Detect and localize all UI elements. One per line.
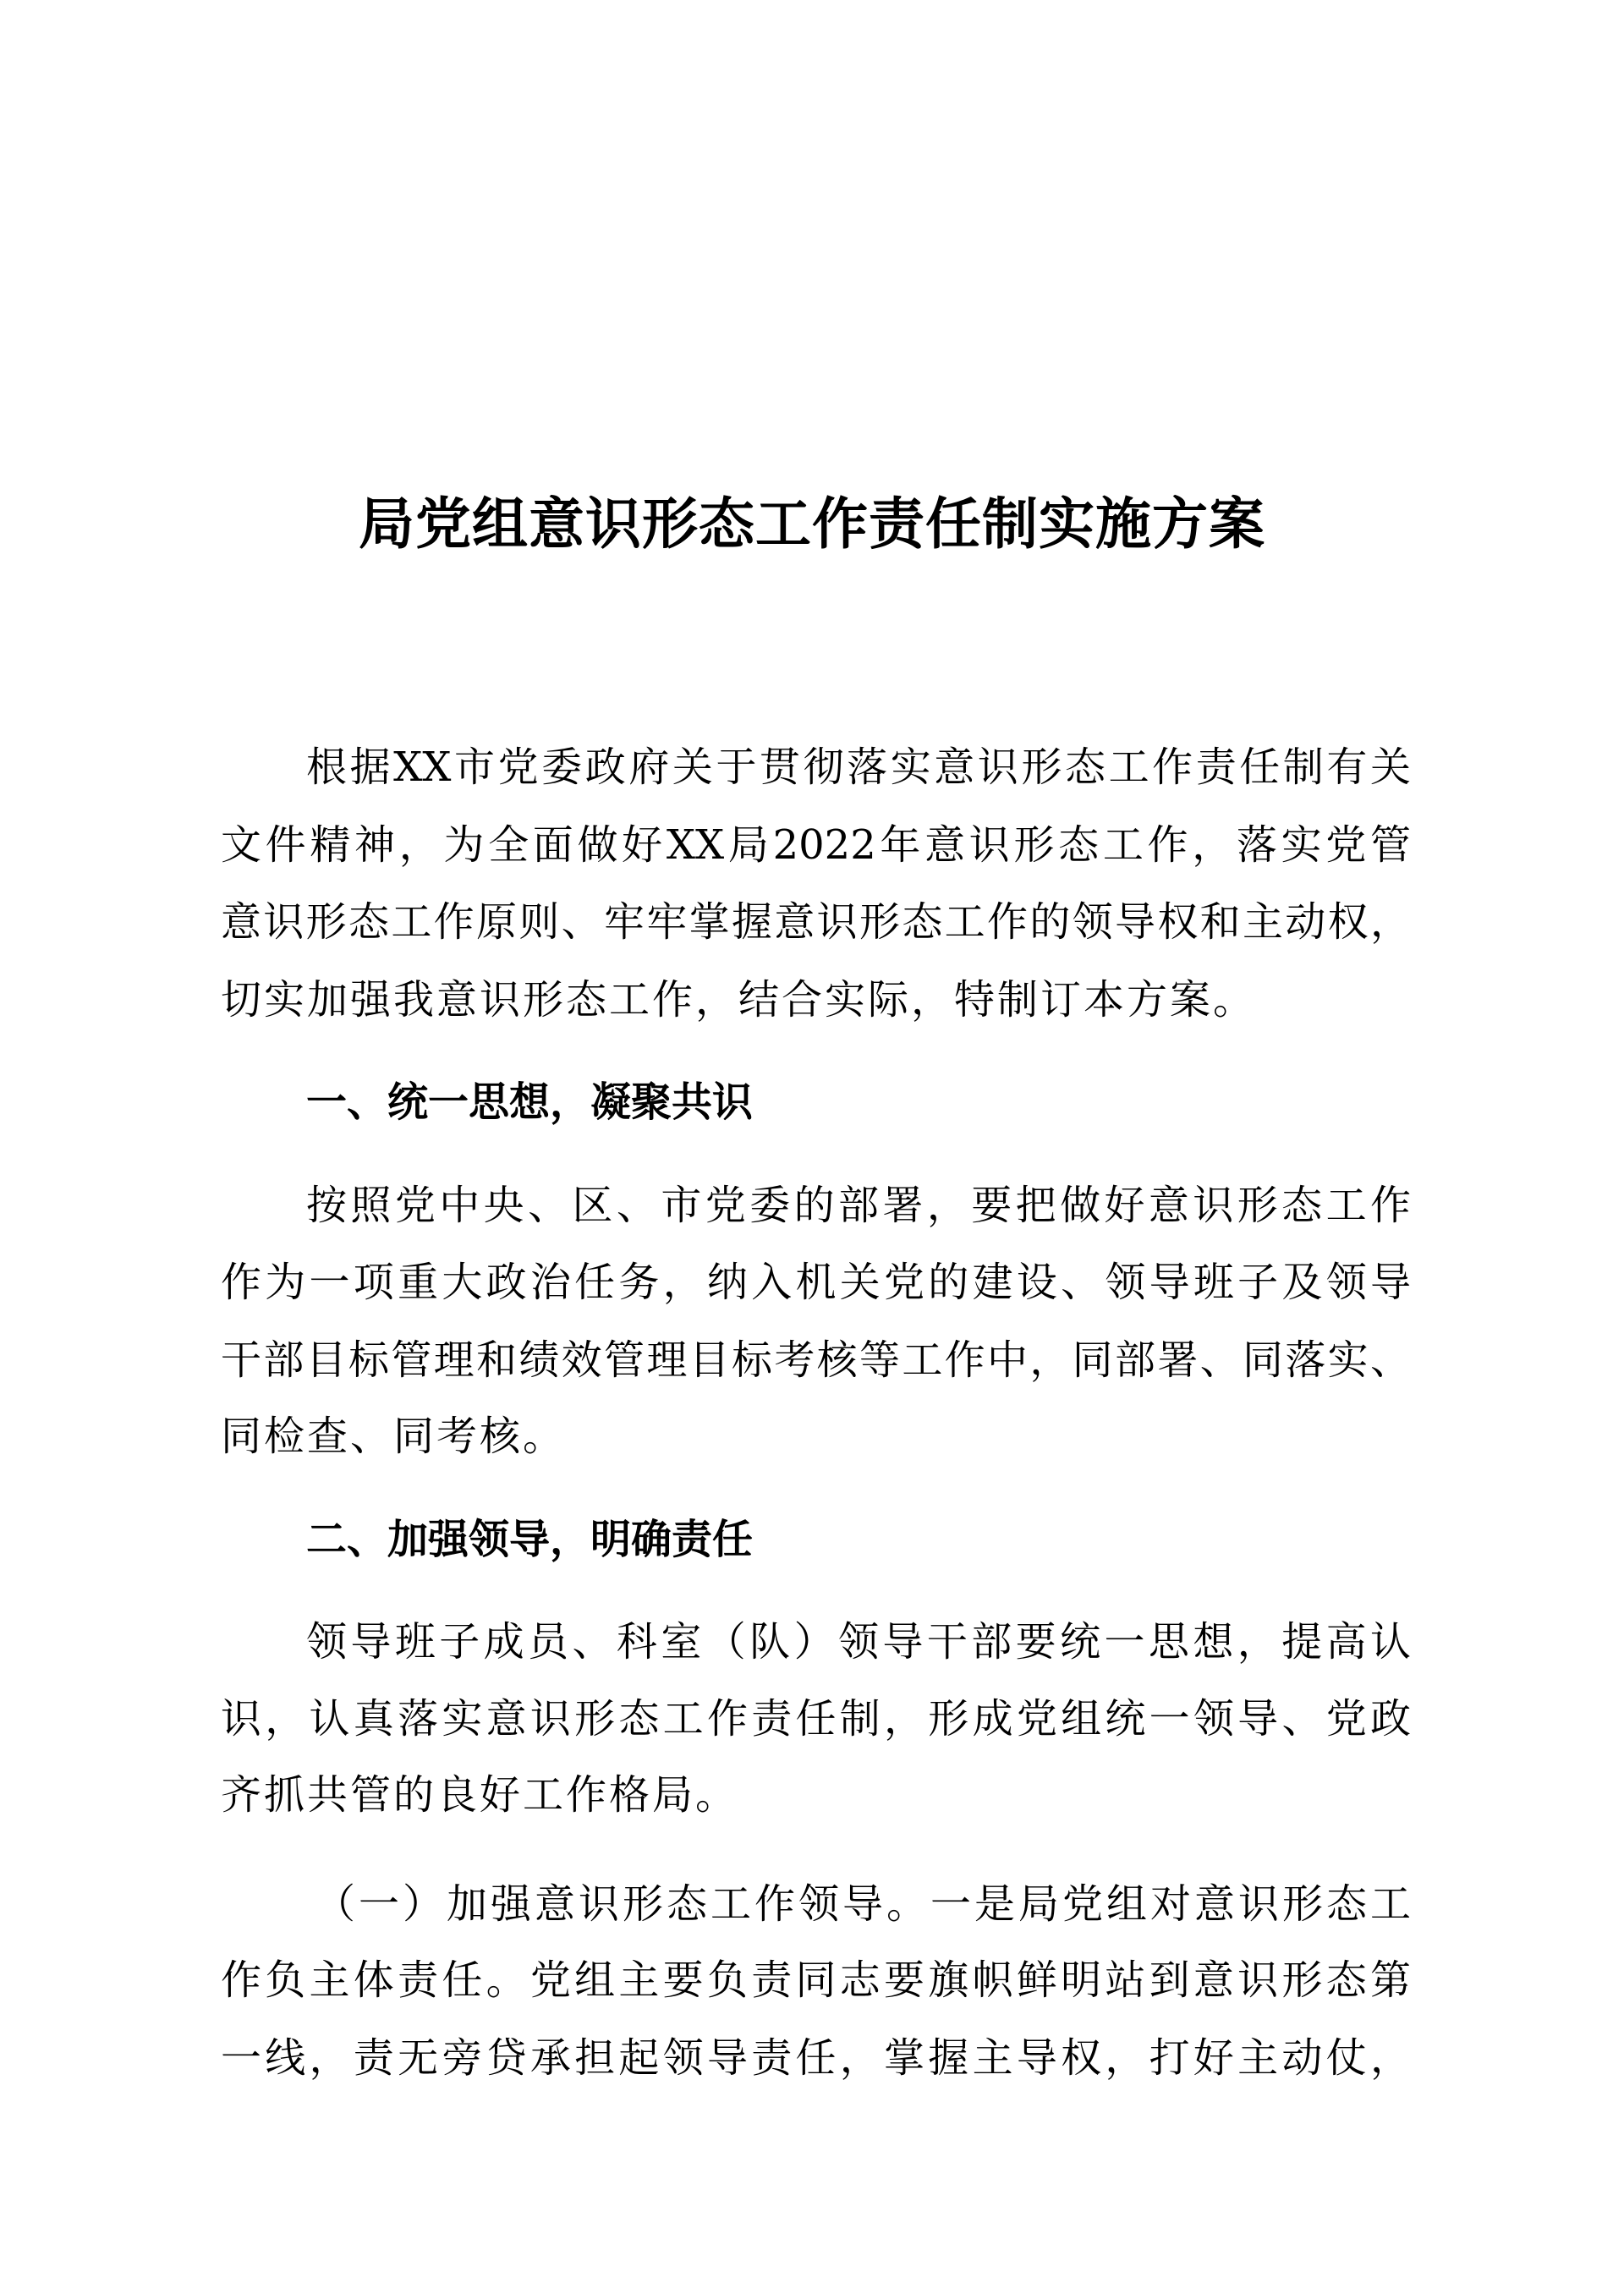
paragraph-1-line: 意识形态工作原则、牢牢掌握意识形态工作的领导权和主动权， xyxy=(221,898,1411,946)
paragraph-3-line: 识，认真落实意识形态工作责任制，形成党组统一领导、党政 xyxy=(221,1695,1411,1742)
paragraph-4-line: （一）加强意识形态工作领导。一是局党组对意识形态工 xyxy=(315,1880,1411,1928)
paragraph-2-line: 干部目标管理和绩效管理目标考核等工作中，同部署、同落实、 xyxy=(221,1336,1411,1384)
paragraph-1-line: 根据XX市党委政府关于贯彻落实意识形态工作责任制有关 xyxy=(306,744,1411,791)
paragraph-2-line: 同检查、同考核。 xyxy=(221,1413,567,1460)
paragraph-1-line: 文件精神，为全面做好XX局2022年意识形态工作，落实党管 xyxy=(221,821,1411,869)
paragraph-2-line: 作为一项重大政治任务，纳入机关党的建设、领导班子及领导 xyxy=(221,1259,1411,1306)
paragraph-4-line: 作负主体责任。党组主要负责同志要旗帜鲜明站到意识形态第 xyxy=(221,1956,1411,2004)
section-heading-1: 一、统一思想，凝聚共识 xyxy=(306,1078,754,1126)
document-title: 局党组意识形态工作责任制实施方案 xyxy=(359,491,1265,557)
paragraph-1-line: 切实加强我意识形态工作，结合实际，特制订本方案。 xyxy=(221,976,1257,1024)
paragraph-3-line: 齐抓共管的良好工作格局。 xyxy=(221,1771,739,1819)
paragraph-2-line: 按照党中央、区、市党委的部署，要把做好意识形态工作 xyxy=(306,1182,1411,1229)
section-heading-2: 二、加强领导，明确责任 xyxy=(306,1516,754,1563)
paragraph-3-line: 领导班子成员、科室（队）领导干部要统一思想，提高认 xyxy=(306,1618,1411,1666)
paragraph-4-line: 一线，责无旁贷承担起领导责任，掌握主导权，打好主动仗， xyxy=(221,2034,1411,2082)
